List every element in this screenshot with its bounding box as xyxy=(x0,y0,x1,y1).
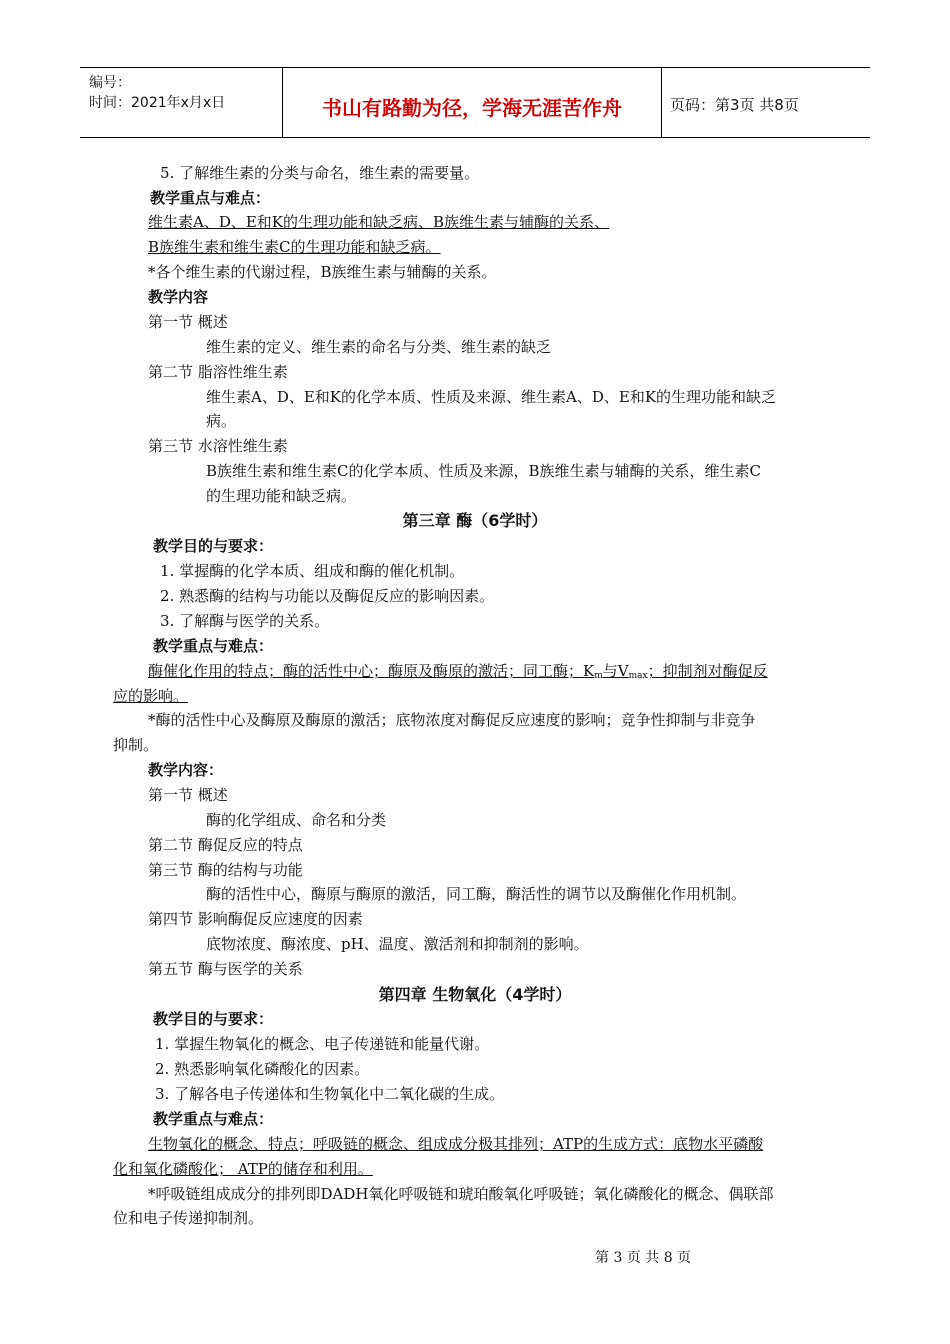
page-footer: 第 3 页 共 8 页 xyxy=(595,1250,692,1266)
difficult-points-line: *呼吸链组成成分的排列即DADH氧化呼吸链和琥珀酸氧化呼吸链；氧化磷酸化的概念、偶联部 xyxy=(148,1185,774,1203)
header-motto: 书山有路勤为径，学海无涯苦作舟 xyxy=(322,96,622,120)
teaching-content-heading: 教学内容 xyxy=(148,288,209,306)
document-date-label: 时间：2021年x月x日 xyxy=(89,95,226,111)
objectives-heading: 教学目的与要求： xyxy=(153,537,274,555)
objective-item: 3. 了解酶与医学的关系。 xyxy=(160,612,330,630)
section-content: 维生素的定义、维生素的命名与分类、维生素的缺乏 xyxy=(206,338,552,356)
section-heading: 第五节 酶与医学的关系 xyxy=(148,960,303,978)
km-subscript: m xyxy=(594,671,603,681)
chapter-title: 第四章 生物氧化（4学时） xyxy=(378,985,572,1004)
document-number-label: 编号： xyxy=(89,75,131,91)
section-heading: 第一节 概述 xyxy=(148,313,228,331)
key-points-line-1: 维生素A、D、E和K的生理功能和缺乏病、B族维生素与辅酶的关系、 xyxy=(148,213,610,231)
key-points-line-2: B族维生素和维生素C的生理功能和缺乏病。 xyxy=(148,238,441,256)
section-content: 酶的化学组成、命名和分类 xyxy=(206,811,387,829)
key-points-heading: 教学重点与难点： xyxy=(153,637,274,655)
section-content: B族维生素和维生素C的化学本质、性质及来源，B族维生素与辅酶的关系，维生素C xyxy=(206,462,762,480)
key-points-text: ；抑制剂对酶促反 xyxy=(647,662,768,680)
difficult-points-line: *酶的活性中心及酶原及酶原的激活；底物浓度对酶促反应速度的影响；竞争性抑制与非竞争 xyxy=(148,711,756,729)
difficult-points-line: *各个维生素的代谢过程，B族维生素与辅酶的关系。 xyxy=(148,263,497,281)
page-header xyxy=(80,67,870,138)
objective-item: 1. 掌握酶的化学本质、组成和酶的催化机制。 xyxy=(160,562,465,580)
difficult-points-line: 抑制。 xyxy=(113,736,159,754)
teaching-content-heading: 教学内容： xyxy=(148,761,224,779)
header-motto-cell xyxy=(283,68,662,137)
section-heading: 第四节 影响酶促反应速度的因素 xyxy=(148,910,363,928)
section-heading: 第二节 脂溶性维生素 xyxy=(148,363,288,381)
objective-item: 1. 掌握生物氧化的概念、电子传递链和能量代谢。 xyxy=(155,1035,490,1053)
key-points-text: 酶催化作用的特点；酶的活性中心；酶原及酶原的激活；同工酶；K xyxy=(148,662,595,680)
section-heading: 第三节 酶的结构与功能 xyxy=(148,861,303,879)
key-points-line-1 xyxy=(148,661,768,686)
objectives-heading: 教学目的与要求： xyxy=(153,1010,274,1028)
section-heading: 第三节 水溶性维生素 xyxy=(148,437,288,455)
section-heading: 第一节 概述 xyxy=(148,786,228,804)
section-content: 病。 xyxy=(206,412,237,430)
section-content: 的生理功能和缺乏病。 xyxy=(206,487,357,505)
key-points-line-1: 生物氧化的概念、特点；呼吸链的概念、组成成分极其排列；ATP的生成方式：底物水平磷酸 xyxy=(148,1135,764,1153)
objective-item: 2. 熟悉酶的结构与功能以及酶促反应的影响因素。 xyxy=(160,587,495,605)
header-page-cell xyxy=(662,68,870,137)
vmax-subscript: max xyxy=(628,671,648,681)
section-content: 维生素A、D、E和K的化学本质、性质及来源、维生素A、D、E和K的生理功能和缺乏 xyxy=(206,388,777,406)
key-points-line-2: 应的影响。 xyxy=(113,687,189,705)
header-page-number: 页码：第3页 共8页 xyxy=(670,96,799,114)
objective-item: 2. 熟悉影响氧化磷酸化的因素。 xyxy=(155,1060,370,1078)
key-points-heading: 教学重点与难点： xyxy=(150,189,271,207)
section-content: 底物浓度、酶浓度、pH、温度、激活剂和抑制剂的影响。 xyxy=(206,935,589,953)
difficult-points-line: 位和电子传递抑制剂。 xyxy=(113,1209,264,1227)
chapter-title: 第三章 酶（6学时） xyxy=(402,511,548,530)
key-points-text: 与V xyxy=(602,662,629,680)
key-points-line-2: 化和氧化磷酸化； ATP的储存和利用。 xyxy=(113,1160,373,1178)
key-points-heading: 教学重点与难点： xyxy=(153,1110,274,1128)
objective-item: 3. 了解各电子传递体和生物氧化中二氧化碳的生成。 xyxy=(155,1085,505,1103)
vitamin-objective-5: 5. 了解维生素的分类与命名，维生素的需要量。 xyxy=(160,164,480,182)
section-content: 酶的活性中心，酶原与酶原的激活，同工酶，酶活性的调节以及酶催化作用机制。 xyxy=(206,885,747,903)
section-heading: 第二节 酶促反应的特点 xyxy=(148,836,303,854)
header-left-cell xyxy=(80,68,283,137)
